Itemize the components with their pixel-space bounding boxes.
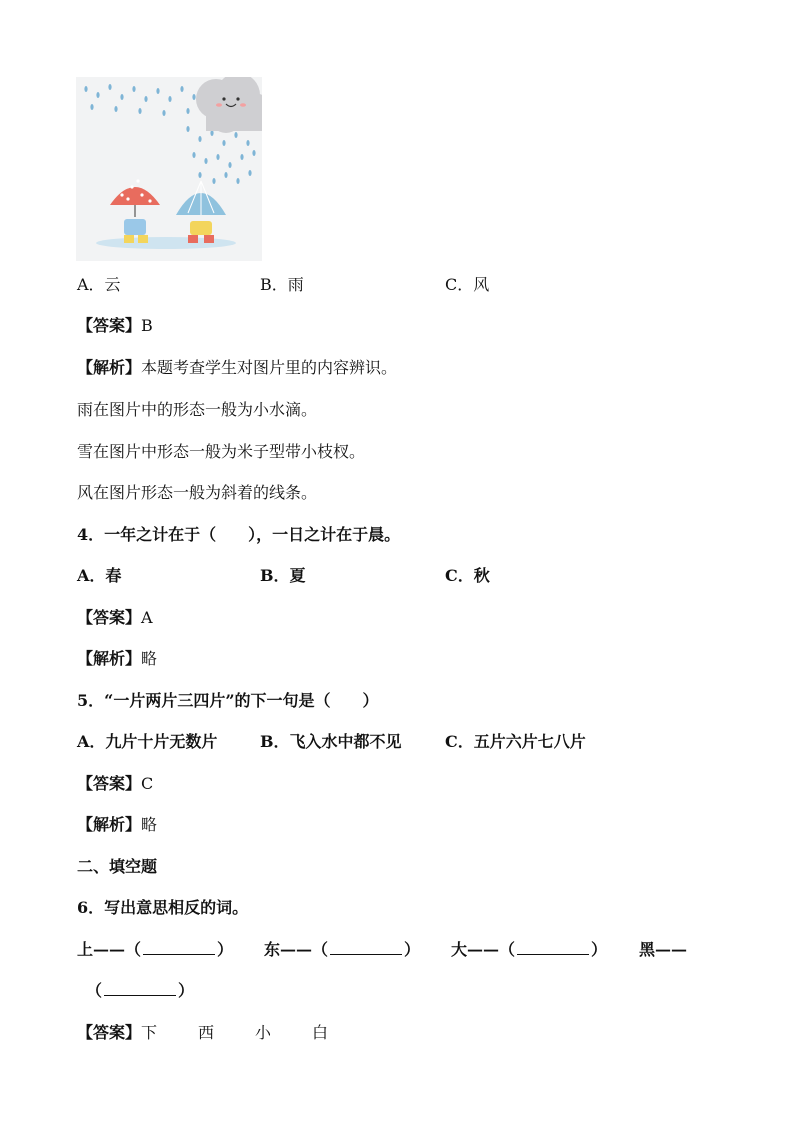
- answer-value: C: [141, 774, 154, 793]
- answer-4: 白: [312, 1023, 329, 1042]
- q3-note-wind: 风在图片形态一般为斜着的线条。: [77, 483, 318, 502]
- q4-analysis: [77, 649, 157, 669]
- answer-3: 小: [255, 1023, 272, 1042]
- q5-answer: [77, 774, 153, 794]
- q5-option-b[interactable]: B．飞入水中都不见: [260, 732, 402, 751]
- blank-input[interactable]: [143, 940, 215, 955]
- q6-pair-3: [451, 940, 607, 960]
- rain-illustration: [76, 77, 262, 261]
- q3-answer: [77, 316, 153, 336]
- answer-value: A: [141, 608, 153, 627]
- blank-input[interactable]: [330, 940, 402, 955]
- q5-option-a[interactable]: A．九片十片无数片: [77, 732, 218, 751]
- analysis-label: 【解析】: [77, 649, 142, 668]
- q6-pair-4-blank-line: [86, 981, 194, 1001]
- pair-close: ）: [178, 981, 195, 1000]
- q4-answer: [77, 608, 153, 628]
- analysis-text: 略: [141, 815, 158, 834]
- q3-note-rain: 雨在图片中的形态一般为小水滴。: [77, 400, 318, 419]
- q4-option-b[interactable]: B．夏: [260, 566, 306, 585]
- puddle: [96, 237, 236, 249]
- q6-pair-2: [264, 940, 420, 960]
- blank-input[interactable]: [517, 940, 589, 955]
- pair-word: 东——（: [264, 940, 329, 959]
- analysis-label: 【解析】: [77, 815, 142, 834]
- q3-option-c[interactable]: C．风: [445, 275, 490, 294]
- q4-option-c[interactable]: C．秋: [445, 566, 490, 585]
- q4-option-a[interactable]: A．春: [77, 566, 122, 585]
- pair-close: ）: [404, 940, 421, 959]
- q6-pair-4: [639, 940, 687, 960]
- pair-open: （: [86, 981, 103, 1000]
- q3-note-snow: 雪在图片中形态一般为米子型带小枝杈。: [77, 442, 366, 461]
- analysis-label: 【解析】: [77, 358, 142, 377]
- q3-option-b[interactable]: B．雨: [260, 275, 304, 294]
- analysis-text: 略: [141, 649, 158, 668]
- answer-value: B: [141, 316, 153, 335]
- pair-close: ）: [217, 940, 234, 959]
- blank-input[interactable]: [104, 981, 176, 996]
- answer-label: 【答案】: [77, 608, 142, 627]
- pair-word: 大——（: [451, 940, 516, 959]
- section-title: 二、填空题: [77, 857, 158, 876]
- answer-label: 【答案】: [77, 316, 142, 335]
- pair-word: 黑——: [639, 940, 688, 959]
- q6-question: 6．写出意思相反的词。: [77, 898, 249, 917]
- pair-close: ）: [591, 940, 608, 959]
- pair-word: 上——（: [77, 940, 142, 959]
- q6-answer: [77, 1023, 369, 1043]
- q3-analysis: [77, 358, 397, 378]
- answer-label: 【答案】: [77, 774, 142, 793]
- q6-pair-1: [77, 940, 233, 960]
- answer-label: 【答案】: [77, 1023, 142, 1042]
- q5-analysis: [77, 815, 157, 835]
- answer-1: 下: [141, 1023, 158, 1042]
- answer-2: 西: [198, 1023, 215, 1042]
- q5-option-c[interactable]: C．五片六片七八片: [445, 732, 586, 751]
- q5-question: 5．“一片两片三四片”的下一句是（ ）: [77, 691, 379, 710]
- analysis-text: 本题考查学生对图片里的内容辨识。: [141, 358, 398, 377]
- q3-option-a[interactable]: A．云: [77, 275, 121, 294]
- q4-question: 4．一年之计在于（ ），一日之计在于晨。: [77, 525, 401, 544]
